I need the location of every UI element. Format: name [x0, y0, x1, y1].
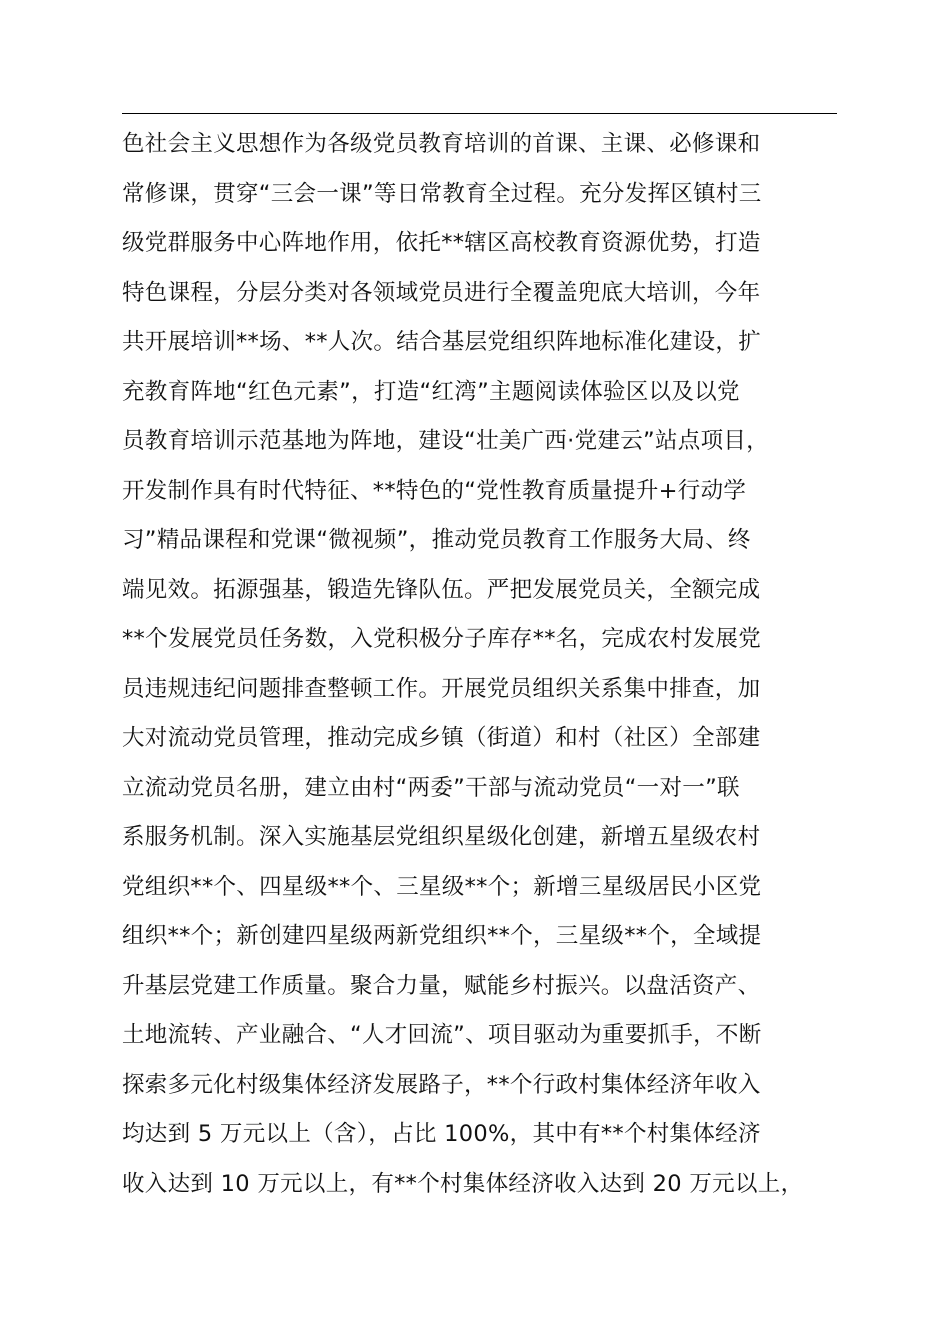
text-line: 收入达到 10 万元以上，有**个村集体经济收入达到 20 万元以上，	[122, 1170, 804, 1197]
text-line: 均达到 5 万元以上（含），占比 100%，其中有**个村集体经济	[122, 1121, 761, 1147]
header-rule	[122, 113, 837, 114]
text-line: 组织**个；新创建四星级两新党组织**个，三星级**个，全域提	[122, 923, 762, 949]
body-paragraph	[122, 120, 862, 1209]
text-line: 色社会主义思想作为各级党员教育培训的首课、主课、必修课和	[122, 131, 761, 157]
text-line: 员教育培训示范基地为阵地，建设“壮美广西·党建云”站点项目，	[122, 428, 769, 454]
text-line: 员违规违纪问题排查整顿工作。开展党员组织关系集中排查，加	[122, 675, 761, 702]
text-line: 共开展培训**场、**人次。结合基层党组织阵地标准化建设，扩	[122, 329, 762, 355]
text-line: 立流动党员名册，建立由村“两委”干部与流动党员“一对一”联	[122, 774, 740, 801]
text-line: 常修课，贯穿“三会一课”等日常教育全过程。充分发挥区镇村三	[122, 180, 762, 207]
text-line: 习”精品课程和党课“微视频”，推动党员教育工作服务大局、终	[122, 527, 751, 553]
text-line: 大对流动党员管理，推动完成乡镇（街道）和村（社区）全部建	[122, 725, 761, 751]
text-line: 特色课程，分层分类对各领域党员进行全覆盖兜底大培训，今年	[122, 279, 761, 306]
text-line: 端见效。拓源强基，锻造先锋队伍。严把发展党员关，全额完成	[122, 576, 761, 603]
text-line: 土地流转、产业融合、“人才回流”、项目驱动为重要抓手，不断	[122, 1022, 762, 1048]
text-line: 党组织**个、四星级**个、三星级**个；新增三星级居民小区党	[122, 873, 762, 900]
text-line: 升基层党建工作质量。聚合力量，赋能乡村振兴。以盘活资产、	[122, 972, 761, 999]
text-line: 级党群服务中心阵地作用，依托**辖区高校教育资源优势，打造	[122, 230, 761, 256]
text-line: 探索多元化村级集体经济发展路子，**个行政村集体经济年收入	[122, 1071, 761, 1098]
text-line: 系服务机制。深入实施基层党组织星级化创建，新增五星级农村	[122, 824, 761, 850]
text-line: **个发展党员任务数，入党积极分子库存**名，完成农村发展党	[122, 626, 762, 652]
text-line: 开发制作具有时代特征、**特色的“党性教育质量提升+行动学	[122, 477, 747, 504]
text-line: 充教育阵地“红色元素”，打造“红湾”主题阅读体验区以及以党	[122, 378, 740, 405]
